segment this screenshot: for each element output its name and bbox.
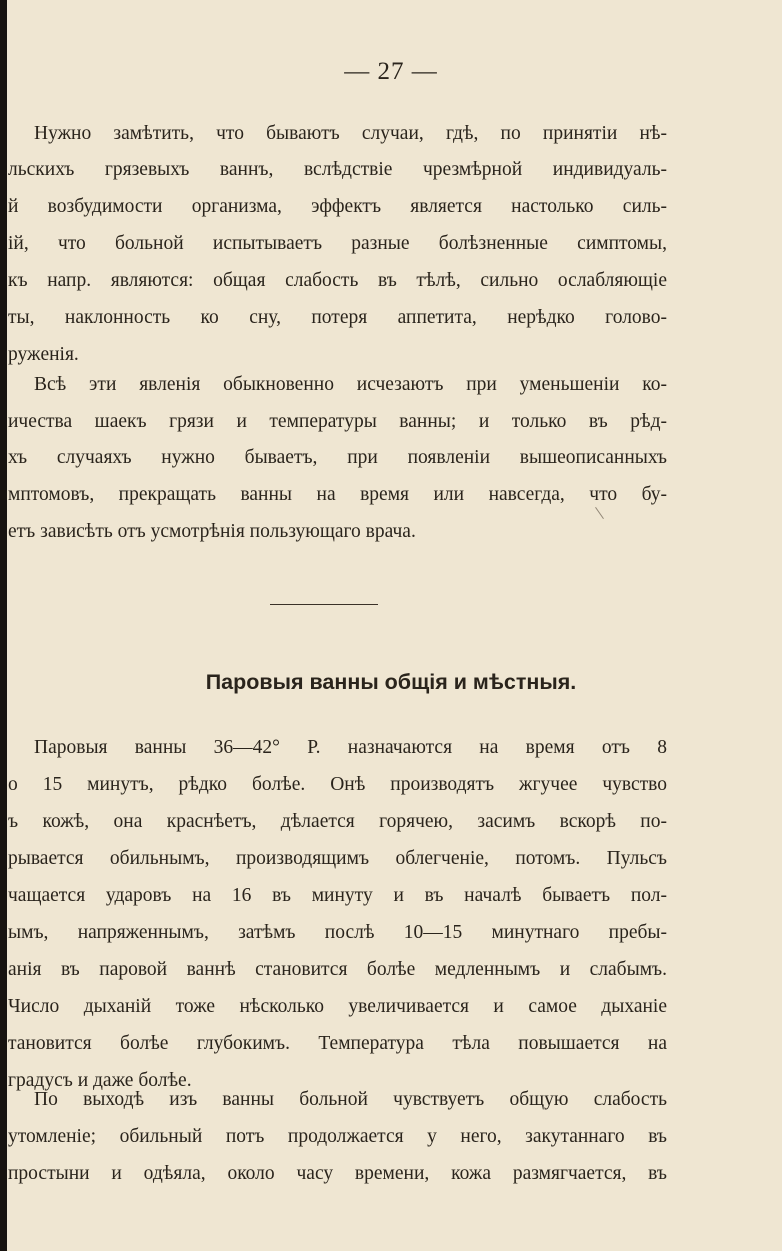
text-line: мптомовъ, прекращать ванны на время или навсегда, что бу-	[8, 484, 667, 505]
text-line: Всѣ эти явленія обыкновенно исчезаютъ при уменьшеніи ко-	[34, 374, 667, 395]
text-line: Паровыя ванны 36—42° Р. назначаются на время отъ 8	[34, 737, 667, 758]
page-number: — 27 —	[344, 58, 438, 85]
text-line: анія въ паровой ваннѣ становится болѣе медленнымъ и слабымъ.	[8, 959, 667, 980]
text-line: къ напр. являются: общая слабость въ тѣлѣ, сильно ослабляющіе	[8, 270, 667, 291]
text-line: ій, что больной испытываетъ разные болѣзненные симптомы,	[8, 233, 667, 254]
text-line: тановится болѣе глубокимъ. Температура тѣла повышается на	[8, 1033, 667, 1054]
text-line: Нужно замѣтить, что бываютъ случаи, гдѣ, по принятіи нѣ-	[34, 123, 667, 144]
text-line: По выходѣ изъ ванны больной чувствуетъ общую слабость	[34, 1089, 667, 1110]
section-divider	[270, 604, 378, 605]
text-line: градусъ и даже болѣе.	[8, 1070, 192, 1091]
text-line: Число дыханій тоже нѣсколько увеличивается и самое дыханіе	[8, 996, 667, 1017]
text-line: простыни и одѣяла, около часу времени, кожа размягчается, въ	[8, 1163, 667, 1184]
text-line: ъ кожѣ, она краснѣетъ, дѣлается горячею, засимъ вскорѣ по-	[8, 811, 667, 832]
text-line: рывается обильнымъ, производящимъ облегченіе, потомъ. Пульсъ	[8, 848, 667, 869]
text-line: ичества шаекъ грязи и температуры ванны; и только въ рѣд-	[8, 411, 667, 432]
text-line: ымъ, напряженнымъ, затѣмъ послѣ 10—15 минутнаго пребы-	[8, 922, 667, 943]
text-line: о 15 минутъ, рѣдко болѣе. Онѣ производятъ жгучее чувство	[8, 774, 667, 795]
text-line: утомленіе; обильный потъ продолжается у него, закутаннаго въ	[8, 1126, 667, 1147]
text-line: чащается ударовъ на 16 въ минуту и въ началѣ бываетъ пол-	[8, 885, 667, 906]
text-line: ты, наклонность ко сну, потеря аппетита, нерѣдко голово-	[8, 307, 667, 328]
section-heading: Паровыя ванны общія и мѣстныя.	[205, 670, 577, 694]
text-line: ружeнія.	[8, 344, 79, 365]
text-line: хъ случаяхъ нужно бываетъ, при появленіи вышеописанныхъ	[8, 447, 667, 468]
book-spine-edge	[0, 0, 7, 1251]
text-line: етъ зависѣть отъ усмотрѣнія пользующаго врача.	[8, 521, 416, 542]
text-line: й возбудимости организма, эффектъ является настолько силь-	[8, 196, 667, 217]
text-line: льскихъ грязевыхъ ваннъ, вслѣдствіе чрезмѣрной индивидуаль-	[8, 159, 667, 180]
